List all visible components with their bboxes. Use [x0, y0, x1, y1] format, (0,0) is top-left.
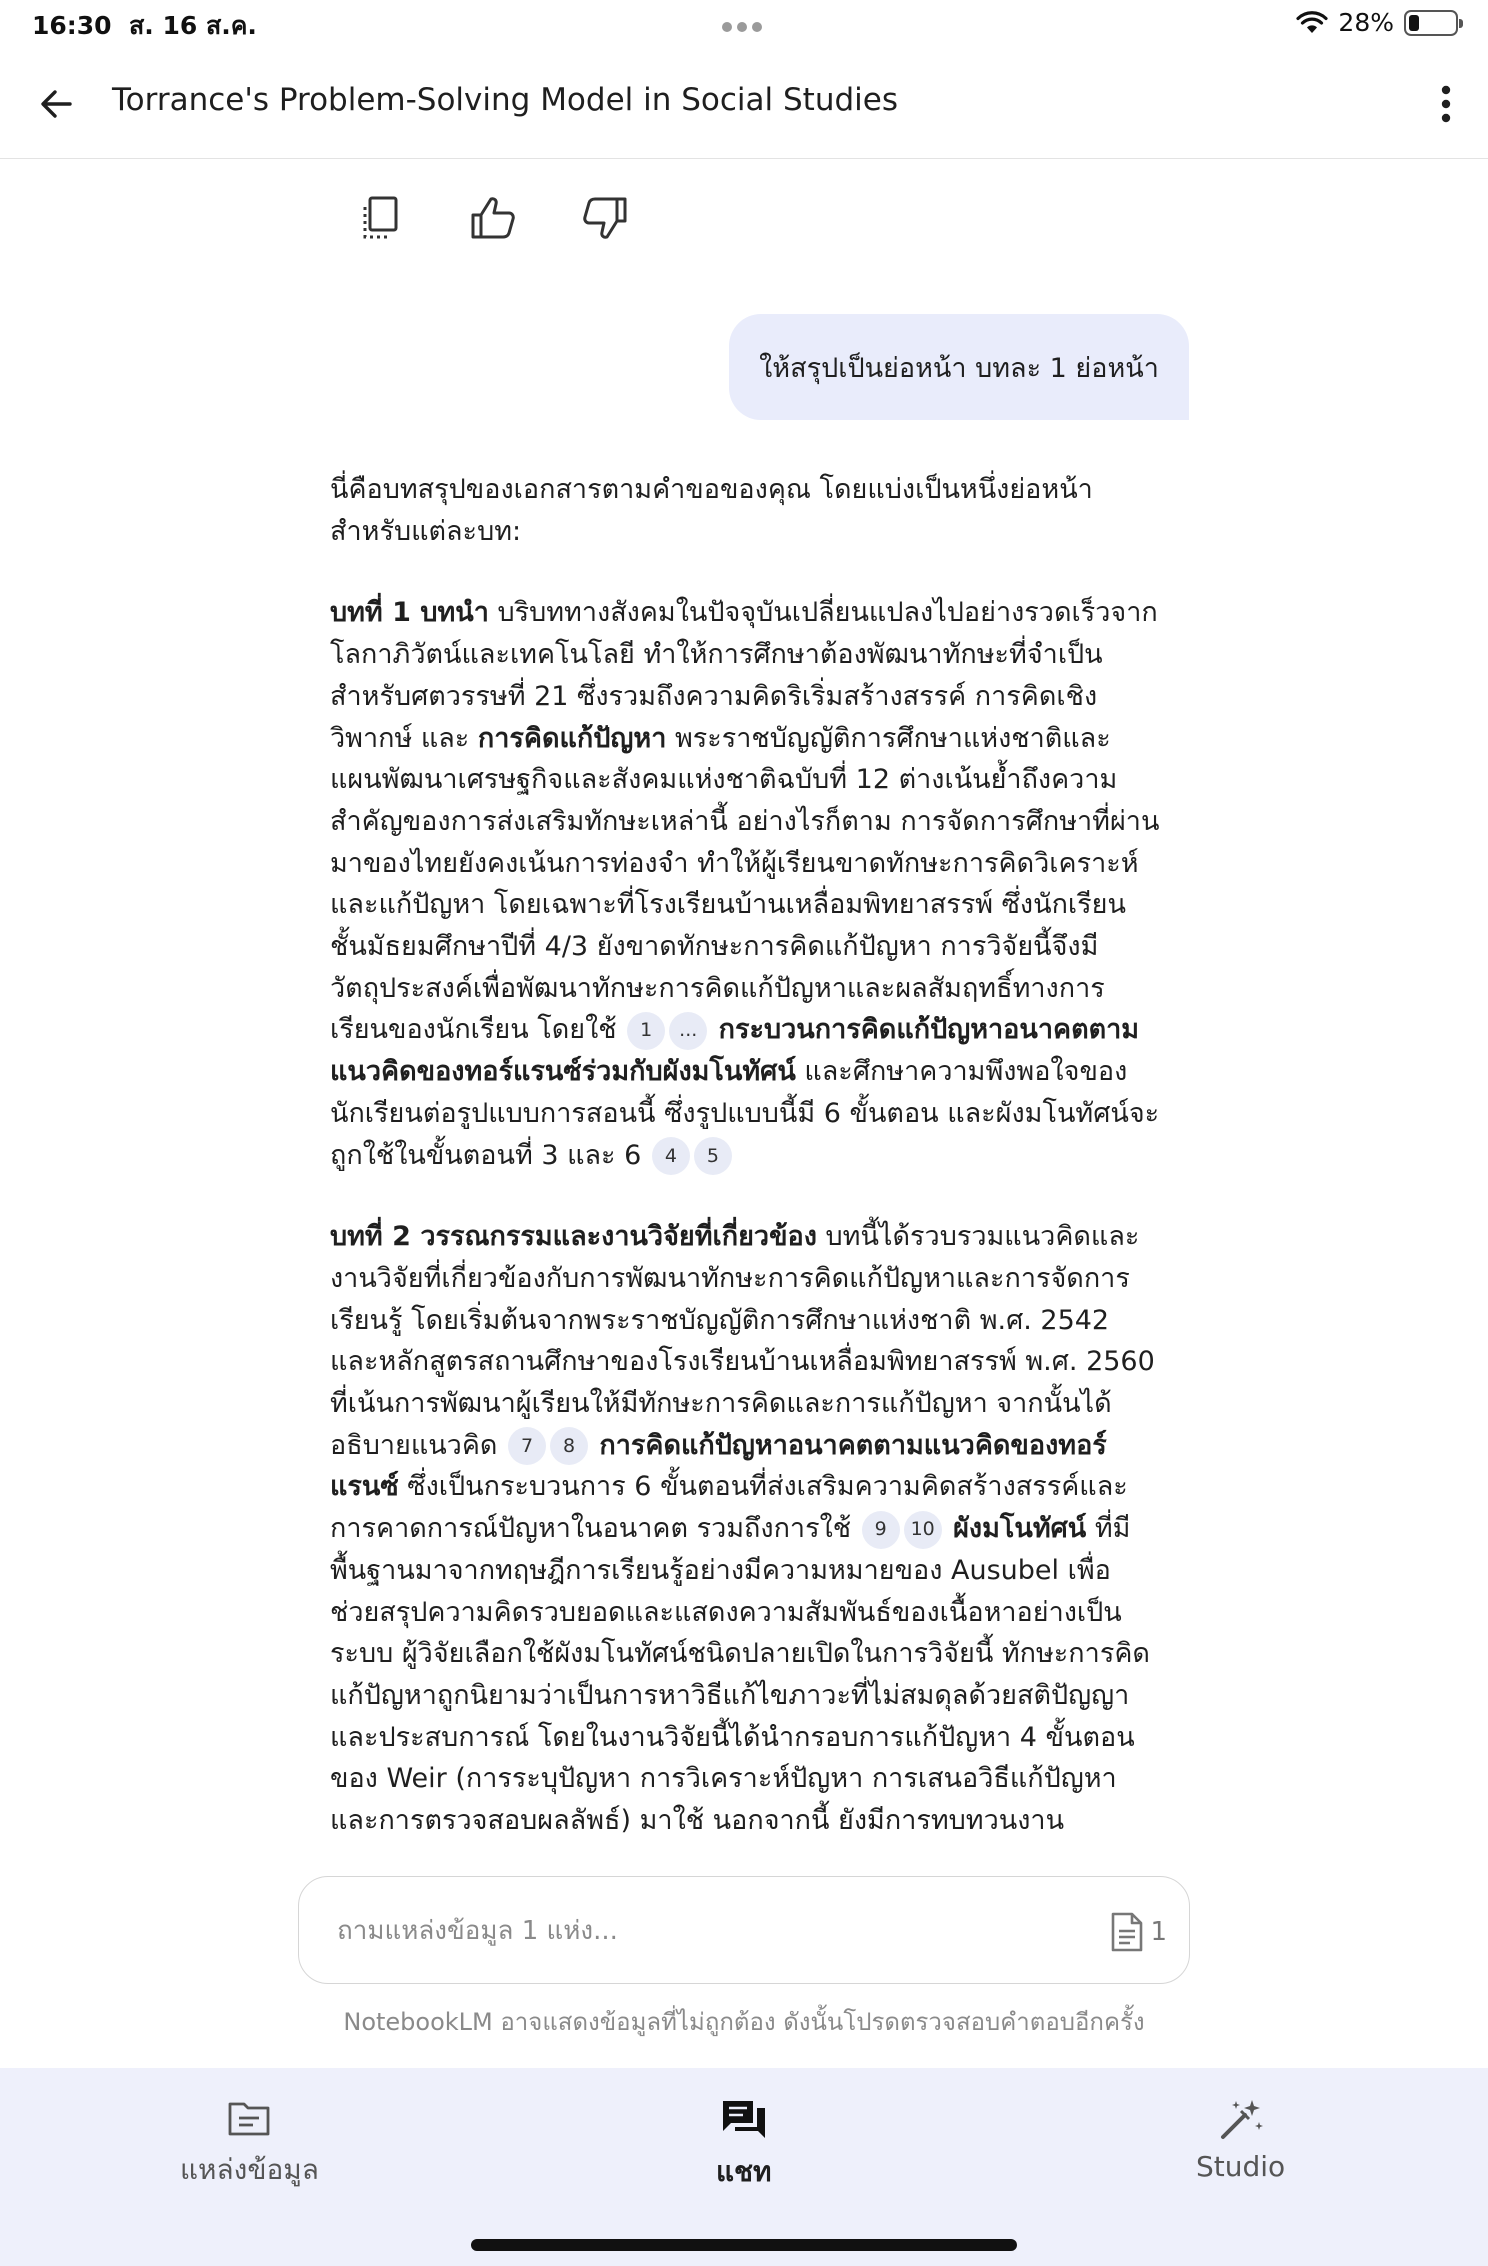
chapter-2-heading: บทที่ 2 วรรณกรรมและงานวิจัยที่เกี่ยวข้อง — [330, 1221, 817, 1253]
thumbs-down-button[interactable] — [576, 189, 634, 247]
thumbs-up-icon — [469, 195, 517, 241]
citation-chip[interactable]: 4 — [652, 1137, 690, 1175]
more-options-button[interactable] — [1426, 78, 1466, 130]
copy-button[interactable] — [352, 189, 410, 247]
citation-chip[interactable]: 9 — [862, 1511, 900, 1549]
status-bar — [0, 0, 1488, 48]
response-actions — [352, 189, 634, 247]
citation-chip[interactable]: 5 — [694, 1137, 732, 1175]
thumbs-down-icon — [581, 195, 629, 241]
bottom-navigation — [0, 2068, 1488, 2266]
chapter-1-summary: บทที่ 1 บทนำ บริบททางสังคมในปัจจุบันเปลี่ยนแปลงไปอย่างรวดเร็วจากโลกาภิวัตน์และเทคโนโลยี ทำให้การศึกษาต้องพัฒนาทักษะที่จำเป็นสำหรับศตวรรษที่ 21 ซึ่งรวมถึงความคิดริเริ่มสร้างสรรค์ การคิดเชิงวิพากษ์ และ การคิดแก้ปัญหา พระราชบัญญัติการศึกษาแห่งชาติและแผนพัฒนาเศรษฐกิจและสังคมแห่งชาติฉบับที่ 12 ต่างเน้นย้ำถึงความสำคัญของการส่งเสริมทักษะเหล่านี้ อย่างไรก็ตาม การจัดการศึกษาที่ผ่านมาของไทยยังคงเน้นการท่องจำ ทำให้ผู้เรียนขาดทักษะการคิดวิเคราะห์และแก้ปัญหา โดยเฉพาะที่โรงเรียนบ้านเหลื่อมพิทยาสรรพ์ ซึ่งนักเรียนชั้นมัธยมศึกษาปีที่ 4/3 ยังขาดทักษะการคิดแก้ปัญหา การวิจัยนี้จึงมีวัตถุประสงค์เพื่อพัฒนาทักษะการคิดแก้ปัญหาและผลสัมฤทธิ์ทางการเรียนของนักเรียน โดยใช้ 1 ... กระบวนการคิดแก้ปัญหาอนาคตตามแนวคิดของทอร์แรนซ์ร่วมกับผังมโนทัศน์ และศึกษาความพึงพอใจของนักเรียนต่อรูปแบบการสอนนี้ ซึ่งรูปแบบนี้มี 6 ขั้นตอน และผังมโนทัศน์จะถูกใช้ในขั้นตอนที่ 3 และ 6 4 5 — [330, 592, 1160, 1176]
magic-wand-icon — [1218, 2098, 1264, 2140]
citation-chip[interactable]: ... — [669, 1012, 707, 1050]
back-button[interactable] — [28, 80, 84, 128]
chat-icon — [721, 2098, 767, 2140]
citation-chip[interactable]: 10 — [904, 1511, 942, 1549]
notebook-title: Torrance's Problem-Solving Model in Social Studies — [112, 82, 898, 118]
battery-icon — [1404, 10, 1458, 36]
document-icon — [1110, 1911, 1144, 1953]
nav-tab-label: Studio — [1196, 2150, 1286, 2183]
disclaimer-text: NotebookLM อาจแสดงข้อมูลที่ไม่ถูกต้อง ดังนั้นโปรดตรวจสอบคำตอบอีกครั้ง — [343, 2008, 1145, 2036]
wifi-icon — [1296, 11, 1328, 35]
folder-icon — [227, 2098, 271, 2138]
nav-tab-sources[interactable] — [180, 2098, 319, 2192]
response-intro: นี่คือบทสรุปของเอกสารตามคำขอของคุณ โดยแบ่งเป็นหนึ่งย่อหน้าสำหรับแต่ละบท: — [330, 474, 1093, 547]
battery-percent: 28% — [1338, 8, 1394, 37]
chapter-2-summary: บทที่ 2 วรรณกรรมและงานวิจัยที่เกี่ยวข้อง บทนี้ได้รวบรวมแนวคิดและงานวิจัยที่เกี่ยวข้องกับการพัฒนาทักษะการคิดแก้ปัญหาและการจัดการเรียนรู้ โดยเริ่มต้นจากพระราชบัญญัติการศึกษาแห่งชาติ พ.ศ. 2542 และหลักสูตรสถานศึกษาของโรงเรียนบ้านเหลื่อมพิทยาสรรพ์ พ.ศ. 2560 ที่เน้นการพัฒนาผู้เรียนให้มีทักษะการคิดและการแก้ปัญหา จากนั้นได้อธิบายแนวคิด 7 8 การคิดแก้ปัญหาอนาคตตามแนวคิดของทอร์แรนซ์ ซึ่งเป็นกระบวนการ 6 ขั้นตอนที่ส่งเสริมความคิดสร้างสรรค์และการคาดการณ์ปัญหาในอนาคต รวมถึงการใช้ 9 10 ผังมโนทัศน์ ที่มีพื้นฐานมาจากทฤษฎีการเรียนรู้อย่างมีความหมายของ Ausubel เพื่อช่วยสรุปความคิดรวบยอดและแสดงความสัมพันธ์ของเนื้อหาอย่างเป็นระบบ ผู้วิจัยเลือกใช้ผังมโนทัศน์ชนิดปลายเปิดในการวิจัยนี้ ทักษะการคิดแก้ปัญหาถูกนิยามว่าเป็นการหาวิธีแก้ไขภาวะที่ไม่สมดุลด้วยสติปัญญาและประสบการณ์ โดยในงานวิจัยนี้ได้นำกรอบการแก้ปัญหา 4 ขั้นตอนของ Weir (การระบุปัญหา การวิเคราะห์ปัญหา การเสนอวิธีแก้ปัญหา และการตรวจสอบผลลัพธ์) มาใช้ นอกจากนี้ ยังมีการทบทวนงาน — [330, 1221, 1155, 1837]
source-count[interactable]: 1 — [1110, 1911, 1167, 1953]
user-message-text: ให้สรุปเป็นย่อหน้า บทละ 1 ย่อหน้า — [759, 352, 1159, 384]
query-box[interactable] — [298, 1876, 1190, 1984]
status-time: 16:30 ส. 16 ส.ค. — [32, 11, 257, 40]
multitask-dots[interactable] — [722, 17, 767, 36]
home-indicator — [471, 2239, 1017, 2251]
copy-icon — [361, 195, 401, 241]
query-input[interactable] — [335, 1877, 1059, 1985]
chat-area[interactable] — [0, 159, 1488, 1875]
assistant-response — [330, 469, 1160, 1875]
citation-chip[interactable]: 8 — [550, 1427, 588, 1465]
user-message-bubble — [729, 314, 1189, 420]
more-vert-icon — [1441, 84, 1451, 124]
app-bar — [0, 50, 1488, 159]
nav-tab-label: แหล่งข้อมูล — [180, 2153, 319, 2186]
nav-tab-chat[interactable] — [716, 2098, 772, 2194]
back-arrow-icon — [36, 84, 76, 124]
nav-tab-studio[interactable] — [1196, 2098, 1285, 2183]
chapter-1-heading: บทที่ 1 บทนำ — [330, 597, 489, 629]
citation-chip[interactable]: 1 — [627, 1012, 665, 1050]
nav-tab-label: แชท — [716, 2155, 772, 2188]
thumbs-up-button[interactable] — [464, 189, 522, 247]
citation-chip[interactable]: 7 — [508, 1427, 546, 1465]
